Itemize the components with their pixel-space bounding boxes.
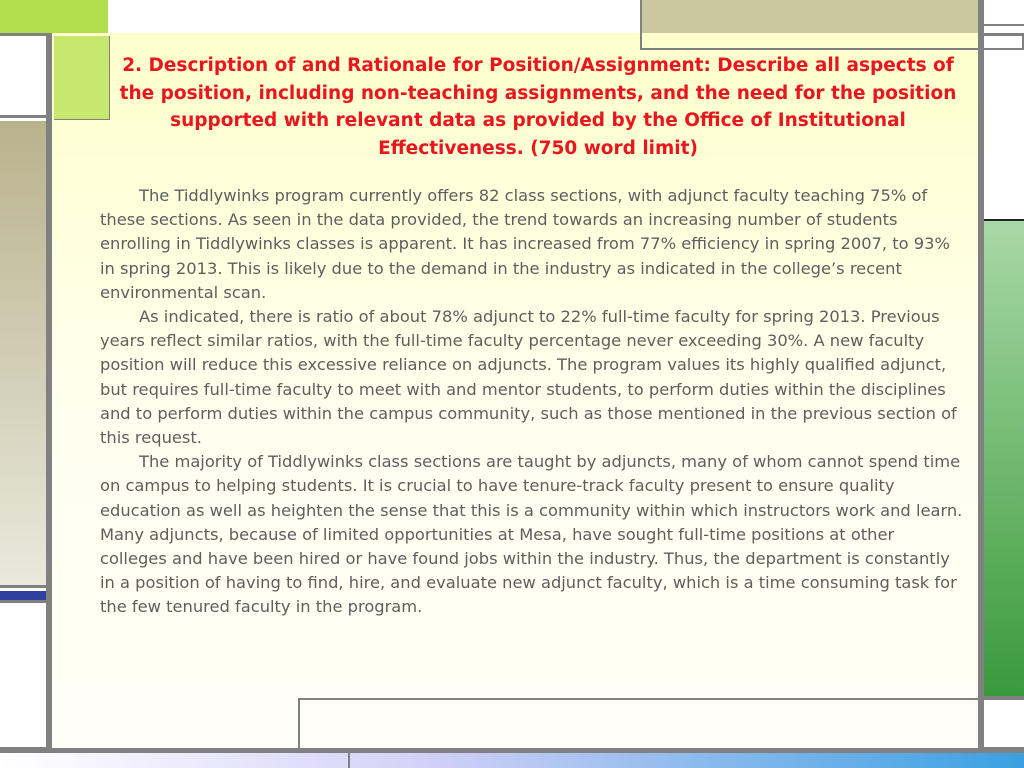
top-right-outline-box <box>640 33 1024 50</box>
bottom-inner-line <box>348 753 1024 768</box>
top-left-lime-block <box>0 0 108 33</box>
right-green-block <box>984 221 1024 698</box>
paragraph-3: The majority of Tiddlywinks class sections are taught by adjuncts, many of whom cannot spend time on campus to helping students. It is crucial to have tenure-track faculty present to ensure quality education as well as heighten the sense that this is a community within which instructors work and learn. Many adjuncts, because of limited opportunities at Mesa, have sought full-time positions at other colleges and have been hired or have found jobs within the industry. Thus, the department is constantly in a position of having to find, hire, and evaluate new adjunct faculty, which is a time consuming task for the few tenured faculty in the program. <box>100 452 963 617</box>
left-khaki-block <box>0 121 46 588</box>
left-block-bottom <box>0 606 46 747</box>
paragraph-2: As indicated, there is ratio of about 78% adjunct to 22% full-time faculty for spring 2013. Previous years reflect similar ratios, with the full-time faculty percentage never exceeding 30%. A new faculty position will reduce this excessive reliance on adjuncts. The program values its highly qualified adjunct, but requires full-time faculty to meet with and mentor students, to perform duties within the disciplines and to perform duties within the campus community, such as those mentioned in the previous section of this request. <box>100 307 957 448</box>
bottom-outline-box <box>298 698 1024 750</box>
top-right-mini-line <box>984 24 1024 26</box>
slide-title: 2. Description of and Rationale for Position/Assignment: Describe all aspects of the position, including non-teaching assignments, and the need for the position supported with relevant data as provided by the Office of Institutional Effectiveness. (750 word limit) <box>119 55 957 159</box>
left-block-top <box>0 36 46 118</box>
left-blue-stripe <box>0 591 46 603</box>
slide-body <box>100 184 966 620</box>
top-tan-block <box>640 0 978 33</box>
lime-title-block <box>54 36 110 120</box>
paragraph-1: The Tiddlywinks program currently offers 82 class sections, with adjunct faculty teaching 75% of these sections. As seen in the data provided, the trend towards an increasing number of students enrolling in Tiddlywinks classes is apparent. It has increased from 77% efficiency in spring 2007, to 93% in spring 2013. This is likely due to the demand in the industry as indicated in the college’s recent environmental scan. <box>100 186 950 302</box>
